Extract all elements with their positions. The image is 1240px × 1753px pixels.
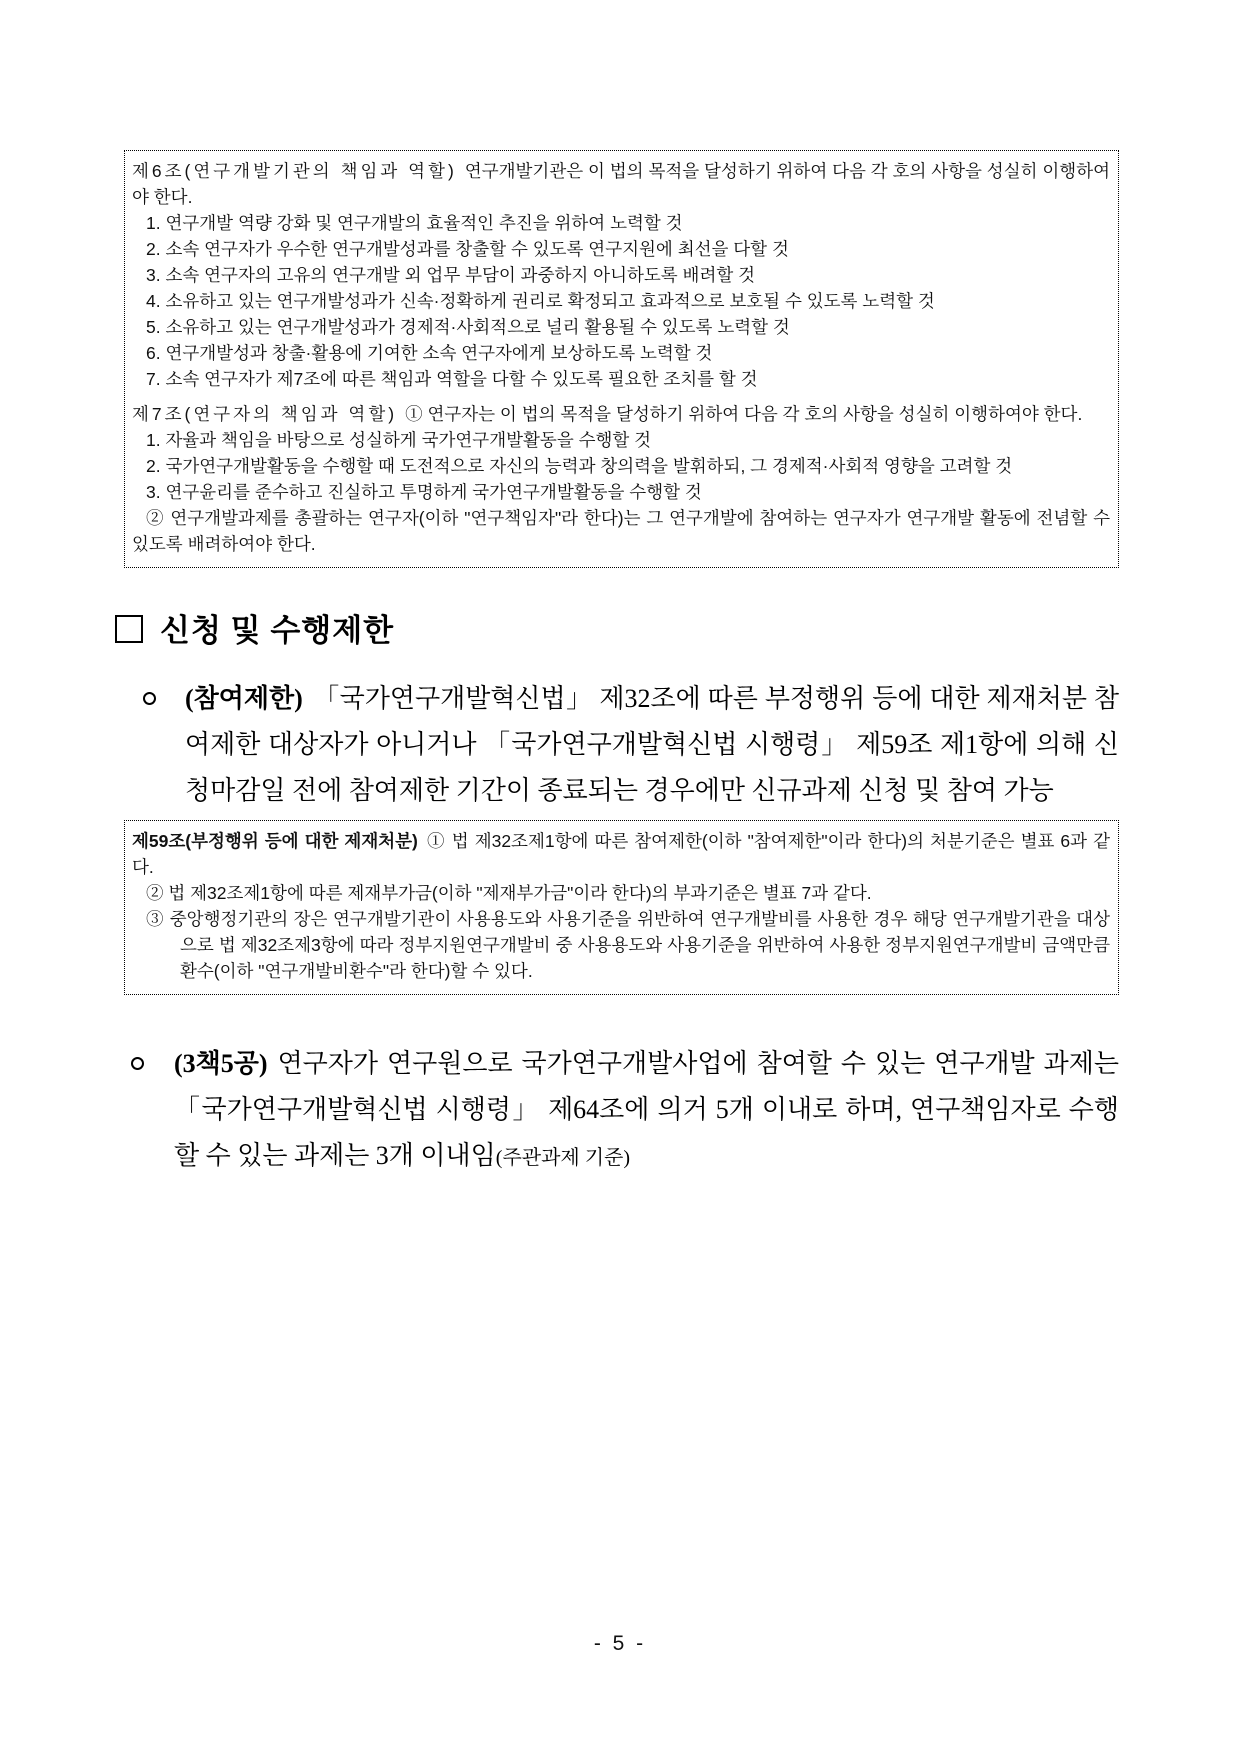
article6-title: 제6조(연구개발기관의 책임과 역할) bbox=[132, 161, 457, 181]
article59-paragraph bbox=[132, 828, 1110, 880]
article6-item: 7. 소속 연구자가 제7조에 따른 책임과 역할을 다할 수 있도록 필요한 조치를 할 것 bbox=[146, 369, 758, 389]
article7-paragraph bbox=[132, 401, 1110, 427]
article7-title: 제7조(연구자의 책임과 역할) bbox=[132, 404, 398, 424]
bullet-restriction-text: 「국가연구개발혁신법」 제32조에 따른 부정행위 등에 대한 제재처분 참여제한 대상자가 아니거나 「국가연구개발혁신법 시행령」 제59조 제1항에 의해 신청마감일 전에 참여제한 기간이 종료되는 경우에만 신규과제 신청 및 참여 가능 bbox=[185, 684, 1119, 805]
article59-clause1: ① 법 제32조제1항에 따른 참여제한(이하 "참여제한"이라 한다)의 처분기준은 별표 6과 같다. bbox=[132, 831, 1110, 877]
article6-item: 2. 소속 연구자가 우수한 연구개발성과를 창출할 수 있도록 연구지원에 최선을 다할 것 bbox=[146, 239, 789, 259]
section-heading bbox=[115, 605, 1119, 650]
article6-intro: 연구개발기관은 이 법의 목적을 달성하기 위하여 다음 각 호의 사항을 성실히 이행하여야 한다. bbox=[132, 161, 1111, 207]
bullet-participation-restriction bbox=[124, 676, 1119, 814]
circle-bullet-icon bbox=[131, 1057, 144, 1070]
article7-clause2: ② 연구개발과제를 총괄하는 연구자(이하 "연구책임자"라 한다)는 그 연구개발에 참여하는 연구자가 연구개발 활동에 전념할 수 있도록 배려하여야 한다. bbox=[132, 508, 1110, 554]
article6-item: 4. 소유하고 있는 연구개발성과가 신속·정확하게 권리로 확정되고 효과적으로 보호될 수 있도록 노력할 것 bbox=[146, 291, 935, 311]
article59-title: 제59조(부정행위 등에 대한 제재처분) bbox=[132, 831, 418, 851]
article6-paragraph bbox=[132, 158, 1110, 210]
circle-bullet-icon bbox=[143, 692, 156, 705]
article59-clause2: ② 법 제32조제1항에 따른 제재부가금(이하 "제재부가금"이라 한다)의 부과기준은 별표 7과 같다. bbox=[146, 883, 872, 903]
article6-item: 5. 소유하고 있는 연구개발성과가 경제적·사회적으로 널리 활용될 수 있도록 노력할 것 bbox=[146, 317, 790, 337]
article6-item: 3. 소속 연구자의 고유의 연구개발 외 업무 부담이 과중하지 아니하도록 배려할 것 bbox=[146, 265, 756, 285]
bullet-limit-suffix: (주관과제 기준) bbox=[495, 1147, 631, 1169]
article59-clause3: ③ 중앙행정기관의 장은 연구개발기관이 사용용도와 사용기준을 위반하여 연구개발비를 사용한 경우 해당 연구개발기관을 대상으로 법 제32조제3항에 따라 정부지원연구개발비 중 사용용도와 사용기준을 위반하여 사용한 정부지원연구개발비 금액만큼 환수(이하 "연구개발비환수"라 한다)할 수 있다. bbox=[146, 909, 1110, 981]
square-bullet-icon bbox=[115, 615, 143, 643]
bullet-project-limit bbox=[124, 1041, 1119, 1181]
article6-item: 1. 연구개발 역량 강화 및 연구개발의 효율적인 추진을 위하여 노력할 것 bbox=[146, 213, 683, 233]
article7-intro: ① 연구자는 이 법의 목적을 달성하기 위하여 다음 각 호의 사항을 성실히 이행하여야 한다. bbox=[405, 404, 1083, 424]
law-box-article-59 bbox=[124, 820, 1119, 995]
law-box-article-6-7 bbox=[124, 150, 1119, 568]
article7-item: 1. 자율과 책임을 바탕으로 성실하게 국가연구개발활동을 수행할 것 bbox=[146, 430, 652, 450]
bullet-restriction-label: (참여제한) bbox=[185, 684, 303, 713]
page-number: - 5 - bbox=[593, 1632, 647, 1655]
bullet-limit-label: (3책5공) bbox=[174, 1049, 268, 1078]
section-heading-label: 신청 및 수행제한 bbox=[160, 613, 395, 648]
article7-item: 2. 국가연구개발활동을 수행할 때 도전적으로 자신의 능력과 창의력을 발휘하되, 그 경제적·사회적 영향을 고려할 것 bbox=[146, 456, 1013, 476]
article6-item: 6. 연구개발성과 창출·활용에 기여한 소속 연구자에게 보상하도록 노력할 것 bbox=[146, 343, 713, 363]
bullet-limit-text: 연구자가 연구원으로 국가연구개발사업에 참여할 수 있는 연구개발 과제는 「국가연구개발혁신법 시행령」 제64조에 의거 5개 이내로 하며, 연구책임자로 수행할 수 있는 과제는 3개 이내임 bbox=[174, 1049, 1119, 1170]
article7-item: 3. 연구윤리를 준수하고 진실하고 투명하게 국가연구개발활동을 수행할 것 bbox=[146, 482, 702, 502]
